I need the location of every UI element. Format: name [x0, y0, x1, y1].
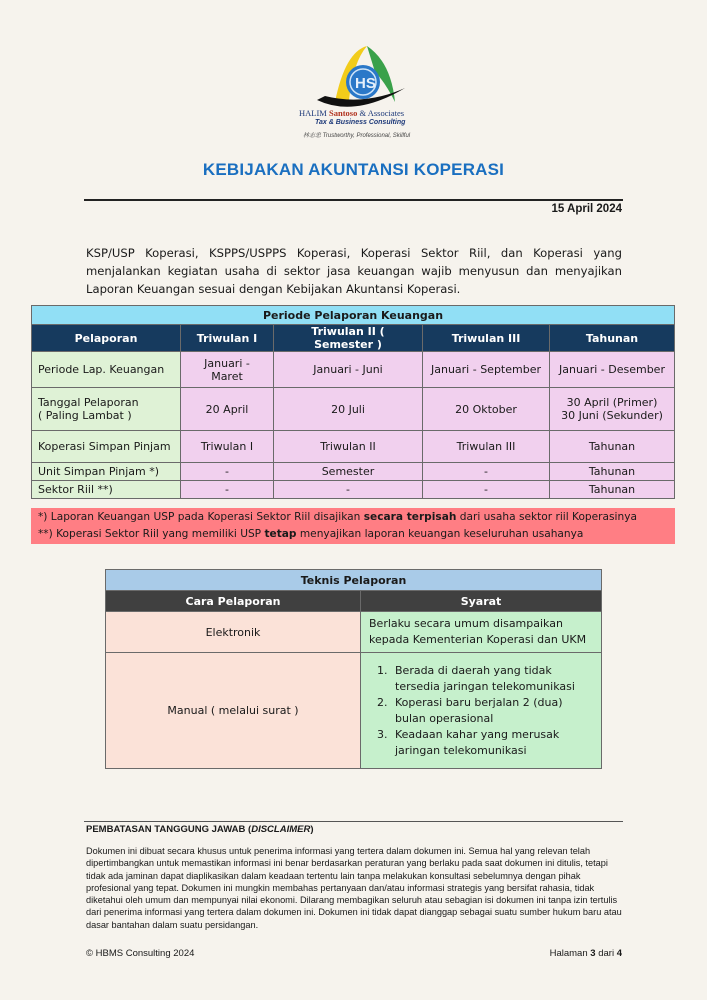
table-cell: Januari - Desember — [550, 352, 675, 388]
table-cell: Tahunan — [550, 463, 675, 481]
reporting-period-table — [31, 305, 675, 499]
reporting-technique-table — [105, 569, 602, 769]
table-caption: Periode Pelaporan Keuangan — [32, 306, 675, 325]
column-header: Cara Pelaporan — [106, 591, 361, 612]
footnote-1: *) Laporan Keuangan USP pada Koperasi Sektor Riil disajikan secara terpisah dari usaha sektor riil Koperasinya — [38, 511, 637, 523]
table-cell: Semester — [274, 463, 423, 481]
page-number: Halaman 3 dari 4 — [549, 948, 622, 959]
table-row — [32, 431, 675, 463]
table-cell: 30 April (Primer) 30 Juni (Sekunder) — [550, 388, 675, 431]
row-label: Tanggal Pelaporan ( Paling Lambat ) — [32, 388, 181, 431]
footnote-2: **) Koperasi Sektor Riil yang memiliki USP tetap menyajikan laporan keuangan keseluruhan usahanya — [38, 528, 584, 540]
table-cell: Triwulan II — [274, 431, 423, 463]
table-cell: Tahunan — [550, 481, 675, 499]
copyright: © HBMS Consulting 2024 — [86, 948, 195, 959]
table-cell: Tahunan — [550, 431, 675, 463]
requirement-cell: Berlaku secara umum disampaikan kepada Kementerian Koperasi dan UKM — [361, 612, 602, 653]
table-cell: 20 Oktober — [423, 388, 550, 431]
table-row — [32, 388, 675, 431]
row-label: Unit Simpan Pinjam *) — [32, 463, 181, 481]
table-cell: Triwulan III — [423, 431, 550, 463]
method-cell: Manual ( melalui surat ) — [106, 653, 361, 769]
disclaimer-heading: PEMBATASAN TANGGUNG JAWAB (DISCLAIMER) — [86, 824, 314, 835]
table-cell: Januari - Maret — [181, 352, 274, 388]
table-cell: 20 Juli — [274, 388, 423, 431]
table-cell: Januari - Juni — [274, 352, 423, 388]
column-header: Tahunan — [550, 325, 675, 352]
column-header: Triwulan I — [181, 325, 274, 352]
requirement-item: 2. Koperasi baru berjalan 2 (dua) bulan operasional — [391, 695, 593, 727]
intro-paragraph: KSP/USP Koperasi, KSPPS/USPPS Koperasi, Koperasi Sektor Riil, dan Koperasi yang menjalankan kegiatan usaha di sektor jasa keuangan wajib menyusun dan menyajikan Laporan Keuangan sesuai dengan Kebijakan Akuntansi Koperasi. — [86, 246, 622, 296]
table-row — [106, 612, 602, 653]
disclaimer-body: Dokumen ini dibuat secara khusus untuk penerima informasi yang tertera dalam dokumen ini. Semua hal yang relevan telah dipertimbangkan untuk memastikan informasi ini benar berdasarkan peraturan yang berlaku pada saat dokumen ini ditulis, tetapi tidak ada jaminan dapat diaplikasikan dalam keadaan tertentu lain tanpa melakukan konsultasi sebelumnya dengan pihak profesional yang tepat. Dokumen ini mungkin membahas pertanyaan dan/atau informasi strategis yang bersifat rahasia, tidak diketahui oleh umum dan mempunyai nilai ekonomi. Dilarang membagikan seluruh atau sebagian isi dokumen ini tanpa izin tertulis dari penerima informasi yang tertera dalam dokumen ini. Dokumen ini tidak dapat dianggap sebagai suatu sumber hukum baru atau dasar bantahan dalam suatu persidangan. — [86, 846, 622, 930]
requirement-item: 1. Berada di daerah yang tidak tersedia jaringan telekomunikasi — [391, 663, 593, 695]
footnotes-box — [31, 508, 675, 544]
table-cell: - — [181, 481, 274, 499]
table-row — [32, 352, 675, 388]
requirement-item: 3. Keadaan kahar yang merusak jaringan telekomunikasi — [391, 727, 593, 759]
table-row — [106, 653, 602, 769]
page-title: KEBIJAKAN AKUNTANSI KOPERASI — [202, 160, 505, 179]
document-date: 15 April 2024 — [551, 203, 622, 215]
table-cell: - — [274, 481, 423, 499]
table-cell: - — [423, 481, 550, 499]
svg-text:HS: HS — [355, 75, 376, 92]
logo-globe-icon — [305, 42, 415, 110]
column-header: Triwulan III — [423, 325, 550, 352]
table-cell: 20 April — [181, 388, 274, 431]
table-cell: - — [181, 463, 274, 481]
table-cell: - — [423, 463, 550, 481]
column-header: Pelaporan — [32, 325, 181, 352]
table-cell: Januari - September — [423, 352, 550, 388]
method-cell: Elektronik — [106, 612, 361, 653]
table-caption: Teknis Pelaporan — [106, 570, 602, 591]
row-label: Sektor Riil **) — [32, 481, 181, 499]
disclaimer-divider — [84, 821, 623, 822]
row-label: Periode Lap. Keuangan — [32, 352, 181, 388]
company-logo: HS HALIM Santoso & Associates Tax & Business Consulting 林志忠 Trustworthy, Professional, Skillful — [305, 42, 415, 142]
header-divider — [84, 199, 623, 201]
table-row — [32, 463, 675, 481]
table-row — [32, 481, 675, 499]
row-label: Koperasi Simpan Pinjam — [32, 431, 181, 463]
table-cell: Triwulan I — [181, 431, 274, 463]
column-header: Syarat — [361, 591, 602, 612]
requirement-cell — [361, 653, 602, 769]
column-header: Triwulan II ( Semester ) — [274, 325, 423, 352]
